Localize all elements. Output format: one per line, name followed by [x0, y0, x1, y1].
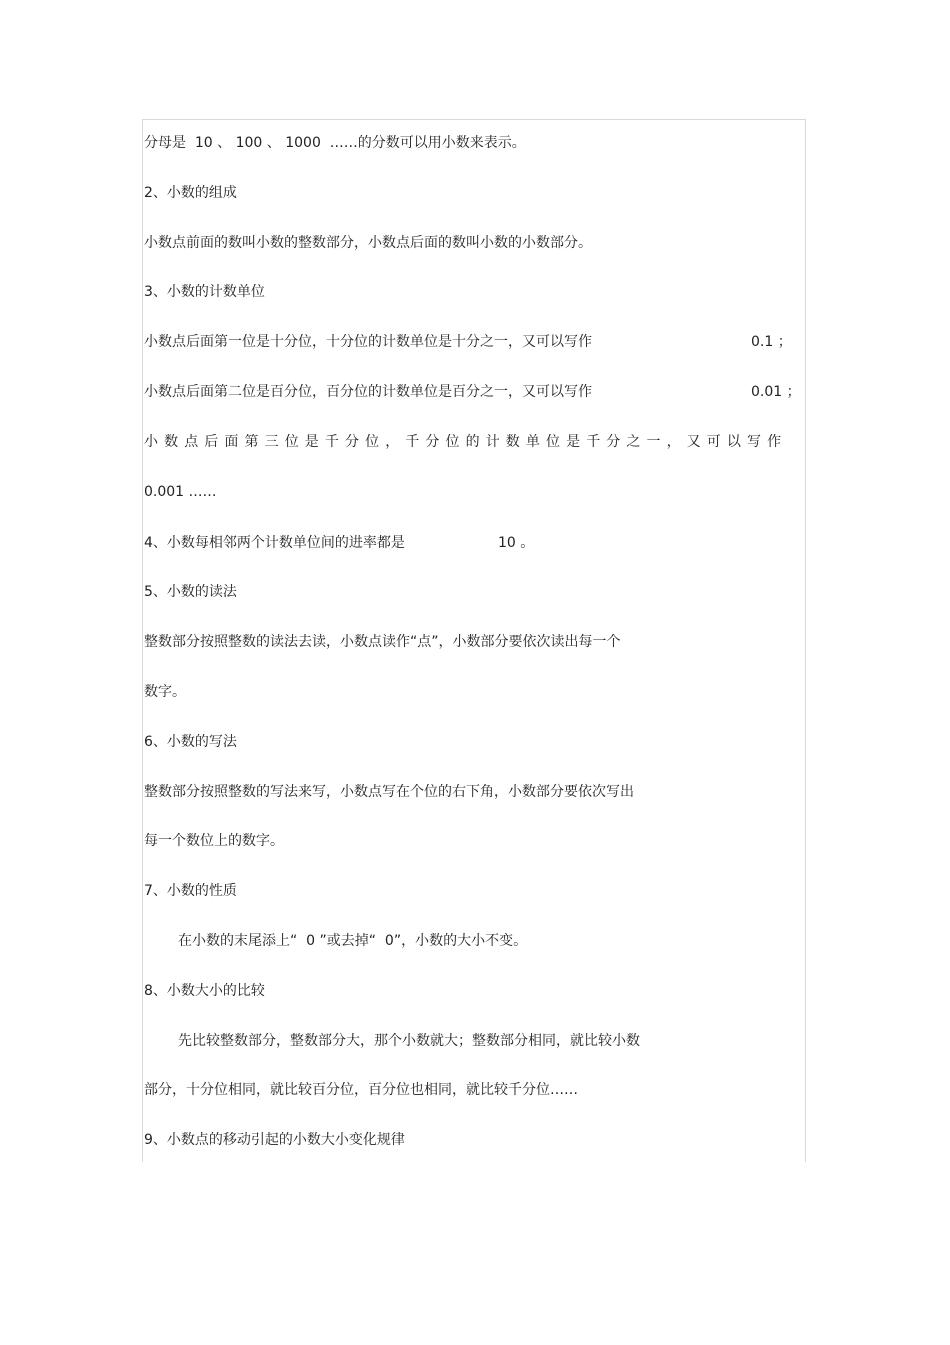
text-line-thousandths: 小数点后面第三位是千分位，千分位的计数单位是千分之一，又可以写作 — [144, 434, 788, 450]
heading-comparison: 8、小数大小的比较 — [144, 983, 265, 999]
text-line-hundredths: 小数点后面第二位是百分位，百分位的计数单位是百分之一，又可以写作 — [144, 384, 592, 400]
text-line-comparison-2: 部分，十分位相同，就比较百分位，百分位也相同，就比较千分位…… — [144, 1082, 578, 1098]
text-value-rate: 10 。 — [498, 535, 535, 551]
heading-rate: 4、小数每相邻两个计数单位间的进率都是 — [144, 535, 405, 551]
heading-reading: 5、小数的读法 — [144, 584, 237, 600]
text-line-property: 在小数的末尾添上“ 0 ”或去掉“ 0”，小数的大小不变。 — [178, 933, 528, 949]
text-line-composition: 小数点前面的数叫小数的整数部分，小数点后面的数叫小数的小数部分。 — [144, 235, 592, 251]
heading-writing: 6、小数的写法 — [144, 734, 237, 750]
text-line-writing-2: 每一个数位上的数字。 — [144, 833, 284, 849]
text-value-tenths: 0.1 ； — [751, 334, 792, 350]
text-line-tenths: 小数点后面第一位是十分位，十分位的计数单位是十分之一，又可以写作 — [144, 334, 592, 350]
text-line-reading-1: 整数部分按照整数的读法去读，小数点读作“点”，小数部分要依次读出每一个 — [144, 634, 621, 650]
text-line-reading-2: 数字。 — [144, 684, 186, 700]
text-line-comparison-1: 先比较整数部分，整数部分大，那个小数就大；整数部分相同，就比较小数 — [178, 1033, 640, 1049]
heading-point-movement: 9、小数点的移动引起的小数大小变化规律 — [144, 1132, 405, 1148]
heading-counting-unit: 3、小数的计数单位 — [144, 284, 265, 300]
text-line-fraction-intro: 分母是 10 、 100 、 1000 ……的分数可以用小数来表示。 — [144, 135, 526, 151]
heading-property: 7、小数的性质 — [144, 883, 237, 899]
text-line-writing-1: 整数部分按照整数的写法来写，小数点写在个位的右下角，小数部分要依次写出 — [144, 784, 634, 800]
text-line-thousandths-value: 0.001 …… — [144, 484, 217, 500]
heading-decimal-composition: 2、小数的组成 — [144, 185, 237, 201]
text-value-hundredths: 0.01 ； — [751, 384, 801, 400]
